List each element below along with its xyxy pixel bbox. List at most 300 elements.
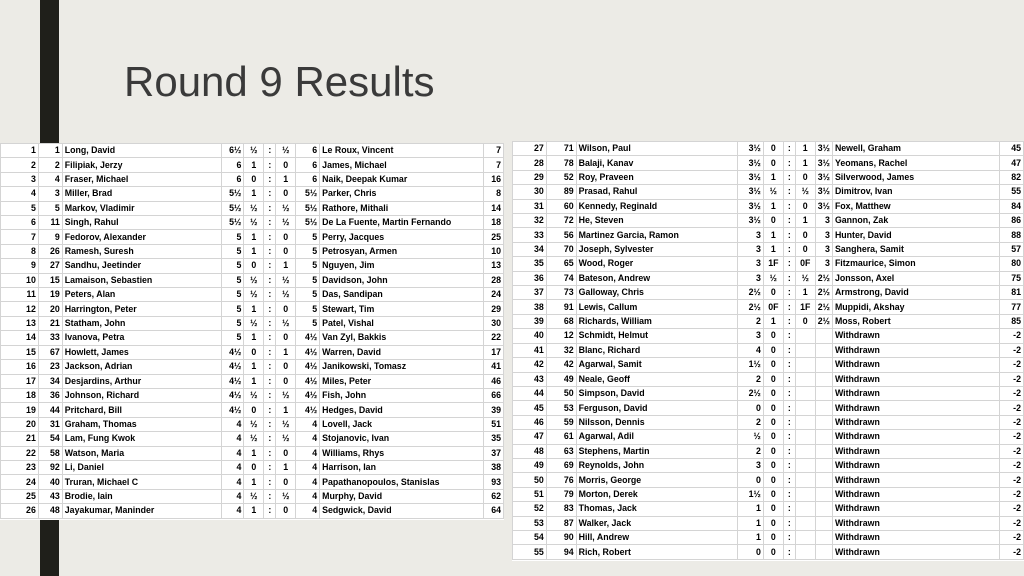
black-rank-cell: -2	[1000, 415, 1024, 429]
start-rank-cell: 33	[38, 331, 62, 345]
white-score-cell: 6	[222, 158, 244, 172]
white-result-cell: 0	[244, 259, 264, 273]
black-name-cell: Van Zyl, Bakkis	[320, 331, 484, 345]
white-name-cell: Morris, George	[576, 473, 737, 487]
start-rank-cell: 78	[546, 156, 576, 170]
white-result-cell: 0	[763, 415, 783, 429]
table-row	[513, 271, 1024, 285]
table-row	[513, 502, 1024, 516]
table-row	[1, 460, 504, 474]
white-name-cell: Richards, William	[576, 314, 737, 328]
white-name-cell: Statham, John	[62, 316, 222, 330]
black-result-cell	[795, 545, 815, 559]
start-rank-cell: 11	[38, 216, 62, 230]
white-name-cell: Johnson, Richard	[62, 388, 222, 402]
black-rank-cell: 45	[1000, 142, 1024, 156]
white-result-cell: 0	[763, 502, 783, 516]
black-name-cell: Parker, Chris	[320, 187, 484, 201]
black-rank-cell: 25	[483, 230, 503, 244]
black-name-cell: Sedgwick, David	[320, 504, 484, 518]
separator-cell: :	[783, 185, 795, 199]
separator-cell: :	[264, 187, 276, 201]
black-result-cell	[795, 386, 815, 400]
table-row	[513, 545, 1024, 559]
board-cell: 24	[1, 475, 39, 489]
white-name-cell: Lam, Fung Kwok	[62, 432, 222, 446]
black-name-cell: Dimitrov, Ivan	[832, 185, 999, 199]
black-score-cell: 3	[815, 242, 832, 256]
white-score-cell: 3	[737, 458, 763, 472]
table-row	[513, 444, 1024, 458]
white-result-cell: ½	[244, 432, 264, 446]
separator-cell: :	[783, 358, 795, 372]
start-rank-cell: 74	[546, 271, 576, 285]
white-score-cell: 4	[222, 504, 244, 518]
board-cell: 9	[1, 259, 39, 273]
separator-cell: :	[264, 374, 276, 388]
table-row	[1, 187, 504, 201]
black-result-cell	[795, 329, 815, 343]
white-result-cell: ½	[244, 201, 264, 215]
black-result-cell: ½	[276, 489, 296, 503]
white-score-cell: 1	[737, 516, 763, 530]
separator-cell: :	[783, 314, 795, 328]
white-name-cell: Morton, Derek	[576, 487, 737, 501]
start-rank-cell: 27	[38, 259, 62, 273]
start-rank-cell: 44	[38, 403, 62, 417]
black-rank-cell: -2	[1000, 401, 1024, 415]
black-score-cell	[815, 502, 832, 516]
black-score-cell	[815, 386, 832, 400]
separator-cell: :	[264, 345, 276, 359]
black-rank-cell: 84	[1000, 199, 1024, 213]
black-result-cell: 0	[276, 230, 296, 244]
start-rank-cell: 58	[38, 446, 62, 460]
white-result-cell: 1	[244, 187, 264, 201]
board-cell: 30	[513, 185, 547, 199]
board-cell: 53	[513, 516, 547, 530]
black-score-cell: 4	[296, 432, 320, 446]
left-results-sheet	[0, 143, 504, 520]
separator-cell: :	[264, 201, 276, 215]
black-name-cell: Stojanovic, Ivan	[320, 432, 484, 446]
white-score-cell: 4½	[222, 374, 244, 388]
board-cell: 1	[1, 144, 39, 158]
black-rank-cell: 85	[1000, 314, 1024, 328]
black-result-cell	[795, 530, 815, 544]
table-row	[513, 228, 1024, 242]
separator-cell: :	[783, 487, 795, 501]
black-score-cell: 4½	[296, 345, 320, 359]
black-result-cell: ½	[276, 316, 296, 330]
white-score-cell: 2	[737, 372, 763, 386]
black-rank-cell: 82	[1000, 170, 1024, 184]
black-rank-cell: 38	[483, 460, 503, 474]
black-name-cell: Withdrawn	[832, 458, 999, 472]
white-score-cell: 5	[222, 273, 244, 287]
white-result-cell: 0	[763, 343, 783, 357]
white-name-cell: Lamaison, Sebastien	[62, 273, 222, 287]
board-cell: 51	[513, 487, 547, 501]
black-rank-cell: -2	[1000, 343, 1024, 357]
white-score-cell: 1	[737, 502, 763, 516]
board-cell: 23	[1, 460, 39, 474]
white-result-cell: 0	[763, 444, 783, 458]
start-rank-cell: 53	[546, 401, 576, 415]
white-result-cell: 0	[763, 214, 783, 228]
black-score-cell: 4½	[296, 403, 320, 417]
black-rank-cell: -2	[1000, 386, 1024, 400]
white-score-cell: 4	[222, 460, 244, 474]
white-name-cell: Singh, Rahul	[62, 216, 222, 230]
start-rank-cell: 73	[546, 286, 576, 300]
table-row	[513, 286, 1024, 300]
table-row	[513, 415, 1024, 429]
table-row	[1, 201, 504, 215]
black-rank-cell: -2	[1000, 530, 1024, 544]
black-score-cell	[815, 329, 832, 343]
black-result-cell: 1	[276, 172, 296, 186]
black-name-cell: Sanghera, Samit	[832, 242, 999, 256]
black-name-cell: Warren, David	[320, 345, 484, 359]
black-result-cell	[795, 401, 815, 415]
white-result-cell: ½	[244, 144, 264, 158]
board-cell: 32	[513, 214, 547, 228]
start-rank-cell: 23	[38, 360, 62, 374]
white-score-cell: 3½	[737, 214, 763, 228]
white-name-cell: Long, David	[62, 144, 222, 158]
black-rank-cell: -2	[1000, 545, 1024, 559]
start-rank-cell: 71	[546, 142, 576, 156]
table-row	[1, 172, 504, 186]
black-name-cell: Withdrawn	[832, 386, 999, 400]
white-result-cell: 1	[244, 475, 264, 489]
black-rank-cell: -2	[1000, 444, 1024, 458]
white-score-cell: 3	[737, 257, 763, 271]
board-cell: 4	[1, 187, 39, 201]
black-score-cell: 4	[296, 460, 320, 474]
white-name-cell: Ramesh, Suresh	[62, 244, 222, 258]
black-rank-cell: 8	[483, 187, 503, 201]
board-cell: 29	[513, 170, 547, 184]
separator-cell: :	[264, 417, 276, 431]
white-name-cell: Lewis, Callum	[576, 300, 737, 314]
white-name-cell: Peters, Alan	[62, 288, 222, 302]
black-score-cell: 4½	[296, 360, 320, 374]
black-name-cell: Hedges, David	[320, 403, 484, 417]
white-result-cell: ½	[763, 271, 783, 285]
black-score-cell: 3	[815, 228, 832, 242]
board-cell: 10	[1, 273, 39, 287]
white-score-cell: 1½	[737, 358, 763, 372]
start-rank-cell: 5	[38, 201, 62, 215]
black-rank-cell: 22	[483, 331, 503, 345]
black-rank-cell: 51	[483, 417, 503, 431]
white-result-cell: ½	[244, 288, 264, 302]
separator-cell: :	[783, 300, 795, 314]
start-rank-cell: 48	[38, 504, 62, 518]
black-result-cell: ½	[276, 288, 296, 302]
black-score-cell	[815, 401, 832, 415]
white-score-cell: 3	[737, 271, 763, 285]
white-name-cell: Filipiak, Jerzy	[62, 158, 222, 172]
black-score-cell: 5	[296, 288, 320, 302]
separator-cell: :	[783, 545, 795, 559]
white-name-cell: Miller, Brad	[62, 187, 222, 201]
black-rank-cell: 39	[483, 403, 503, 417]
black-result-cell	[795, 415, 815, 429]
black-score-cell	[815, 473, 832, 487]
black-result-cell: 1	[276, 460, 296, 474]
white-score-cell: 2	[737, 314, 763, 328]
black-result-cell: 0F	[795, 257, 815, 271]
board-cell: 13	[1, 316, 39, 330]
start-rank-cell: 1	[38, 144, 62, 158]
white-name-cell: Walker, Jack	[576, 516, 737, 530]
black-result-cell	[795, 516, 815, 530]
start-rank-cell: 32	[546, 343, 576, 357]
board-cell: 43	[513, 372, 547, 386]
board-cell: 45	[513, 401, 547, 415]
white-result-cell: 1	[244, 230, 264, 244]
start-rank-cell: 19	[38, 288, 62, 302]
white-name-cell: Watson, Maria	[62, 446, 222, 460]
table-row	[513, 386, 1024, 400]
black-score-cell: 2½	[815, 300, 832, 314]
black-score-cell: 5½	[296, 216, 320, 230]
white-score-cell: 5	[222, 331, 244, 345]
white-name-cell: Martinez Garcia, Ramon	[576, 228, 737, 242]
black-score-cell	[815, 516, 832, 530]
separator-cell: :	[264, 230, 276, 244]
black-score-cell: 4	[296, 417, 320, 431]
black-name-cell: Withdrawn	[832, 530, 999, 544]
white-score-cell: 5	[222, 302, 244, 316]
separator-cell: :	[264, 475, 276, 489]
white-name-cell: Pritchard, Bill	[62, 403, 222, 417]
black-score-cell: 5	[296, 302, 320, 316]
table-row	[1, 158, 504, 172]
white-score-cell: 3½	[737, 156, 763, 170]
board-cell: 14	[1, 331, 39, 345]
table-row	[1, 216, 504, 230]
separator-cell: :	[264, 158, 276, 172]
black-score-cell	[815, 415, 832, 429]
black-rank-cell: -2	[1000, 473, 1024, 487]
black-name-cell: Yeomans, Rachel	[832, 156, 999, 170]
board-cell: 48	[513, 444, 547, 458]
black-score-cell: 4	[296, 446, 320, 460]
separator-cell: :	[264, 259, 276, 273]
board-cell: 37	[513, 286, 547, 300]
black-score-cell	[815, 343, 832, 357]
board-cell: 7	[1, 230, 39, 244]
separator-cell: :	[264, 489, 276, 503]
black-rank-cell: 30	[483, 316, 503, 330]
start-rank-cell: 76	[546, 473, 576, 487]
separator-cell: :	[264, 144, 276, 158]
table-row	[513, 242, 1024, 256]
black-rank-cell: 55	[1000, 185, 1024, 199]
table-row	[513, 300, 1024, 314]
white-name-cell: Agarwal, Samit	[576, 358, 737, 372]
white-name-cell: Wilson, Paul	[576, 142, 737, 156]
start-rank-cell: 54	[38, 432, 62, 446]
black-score-cell: 5	[296, 316, 320, 330]
start-rank-cell: 12	[546, 329, 576, 343]
table-row	[1, 244, 504, 258]
board-cell: 34	[513, 242, 547, 256]
black-name-cell: Withdrawn	[832, 401, 999, 415]
board-cell: 40	[513, 329, 547, 343]
white-name-cell: Desjardins, Arthur	[62, 374, 222, 388]
separator-cell: :	[783, 329, 795, 343]
black-rank-cell: 35	[483, 432, 503, 446]
white-result-cell: 0	[763, 358, 783, 372]
white-score-cell: 6	[222, 172, 244, 186]
white-score-cell: 0	[737, 473, 763, 487]
table-row	[1, 432, 504, 446]
start-rank-cell: 49	[546, 372, 576, 386]
separator-cell: :	[783, 142, 795, 156]
board-cell: 47	[513, 430, 547, 444]
separator-cell: :	[264, 288, 276, 302]
table-row	[513, 530, 1024, 544]
white-name-cell: Stephens, Martin	[576, 444, 737, 458]
black-name-cell: Hunter, David	[832, 228, 999, 242]
black-name-cell: Withdrawn	[832, 430, 999, 444]
black-rank-cell: 86	[1000, 214, 1024, 228]
start-rank-cell: 59	[546, 415, 576, 429]
board-cell: 42	[513, 358, 547, 372]
left-results-table	[0, 143, 504, 519]
separator-cell: :	[264, 504, 276, 518]
white-name-cell: Markov, Vladimir	[62, 201, 222, 215]
white-name-cell: Bateson, Andrew	[576, 271, 737, 285]
board-cell: 28	[513, 156, 547, 170]
white-score-cell: 4	[222, 446, 244, 460]
start-rank-cell: 20	[38, 302, 62, 316]
board-cell: 50	[513, 473, 547, 487]
black-name-cell: Rathore, Mithali	[320, 201, 484, 215]
black-score-cell: 3½	[815, 142, 832, 156]
board-cell: 26	[1, 504, 39, 518]
start-rank-cell: 83	[546, 502, 576, 516]
black-result-cell: 0	[276, 244, 296, 258]
black-rank-cell: 88	[1000, 228, 1024, 242]
white-result-cell: 1	[763, 170, 783, 184]
start-rank-cell: 91	[546, 300, 576, 314]
table-row	[513, 516, 1024, 530]
separator-cell: :	[264, 360, 276, 374]
table-row	[1, 374, 504, 388]
black-rank-cell: 7	[483, 144, 503, 158]
white-score-cell: 3½	[737, 170, 763, 184]
black-name-cell: Das, Sandipan	[320, 288, 484, 302]
separator-cell: :	[264, 331, 276, 345]
white-result-cell: ½	[244, 489, 264, 503]
white-result-cell: 0	[763, 156, 783, 170]
board-cell: 44	[513, 386, 547, 400]
separator-cell: :	[783, 214, 795, 228]
black-name-cell: Williams, Rhys	[320, 446, 484, 460]
black-name-cell: Withdrawn	[832, 358, 999, 372]
black-score-cell: 5	[296, 259, 320, 273]
black-score-cell: 4½	[296, 374, 320, 388]
separator-cell: :	[783, 372, 795, 386]
table-row	[1, 273, 504, 287]
board-cell: 39	[513, 314, 547, 328]
black-rank-cell: 28	[483, 273, 503, 287]
white-result-cell: 0	[763, 545, 783, 559]
white-name-cell: Brodie, Iain	[62, 489, 222, 503]
white-score-cell: 4	[222, 475, 244, 489]
black-result-cell: ½	[276, 201, 296, 215]
table-row	[513, 156, 1024, 170]
black-score-cell	[815, 545, 832, 559]
separator-cell: :	[783, 257, 795, 271]
white-result-cell: 1	[244, 158, 264, 172]
white-result-cell: ½	[244, 316, 264, 330]
white-name-cell: Jackson, Adrian	[62, 360, 222, 374]
table-row	[1, 446, 504, 460]
board-cell: 19	[1, 403, 39, 417]
white-name-cell: Balaji, Kanav	[576, 156, 737, 170]
start-rank-cell: 56	[546, 228, 576, 242]
separator-cell: :	[783, 199, 795, 213]
white-name-cell: Thomas, Jack	[576, 502, 737, 516]
white-result-cell: 1F	[763, 257, 783, 271]
board-cell: 25	[1, 489, 39, 503]
white-result-cell: 0	[763, 329, 783, 343]
white-result-cell: 0	[763, 473, 783, 487]
black-result-cell: ½	[795, 185, 815, 199]
separator-cell: :	[264, 432, 276, 446]
white-name-cell: Schmidt, Helmut	[576, 329, 737, 343]
white-score-cell: 4	[222, 489, 244, 503]
white-name-cell: Neale, Geoff	[576, 372, 737, 386]
black-result-cell: 0	[276, 374, 296, 388]
board-cell: 35	[513, 257, 547, 271]
black-name-cell: Fitzmaurice, Simon	[832, 257, 999, 271]
white-result-cell: 1	[763, 228, 783, 242]
table-row	[1, 302, 504, 316]
black-result-cell: ½	[795, 271, 815, 285]
start-rank-cell: 87	[546, 516, 576, 530]
board-cell: 8	[1, 244, 39, 258]
table-row	[1, 316, 504, 330]
separator-cell: :	[783, 343, 795, 357]
white-result-cell: 0	[763, 286, 783, 300]
board-cell: 21	[1, 432, 39, 446]
black-rank-cell: 10	[483, 244, 503, 258]
black-score-cell: 5	[296, 273, 320, 287]
white-score-cell: 0	[737, 401, 763, 415]
separator-cell: :	[783, 502, 795, 516]
black-rank-cell: 62	[483, 489, 503, 503]
white-score-cell: 6½	[222, 144, 244, 158]
start-rank-cell: 21	[38, 316, 62, 330]
black-result-cell: 0	[276, 187, 296, 201]
black-result-cell: ½	[276, 273, 296, 287]
white-score-cell: 4	[737, 343, 763, 357]
white-result-cell: 1	[244, 244, 264, 258]
black-name-cell: Fox, Matthew	[832, 199, 999, 213]
white-result-cell: ½	[763, 185, 783, 199]
white-result-cell: 0	[763, 142, 783, 156]
table-row	[513, 257, 1024, 271]
white-score-cell: 5	[222, 244, 244, 258]
